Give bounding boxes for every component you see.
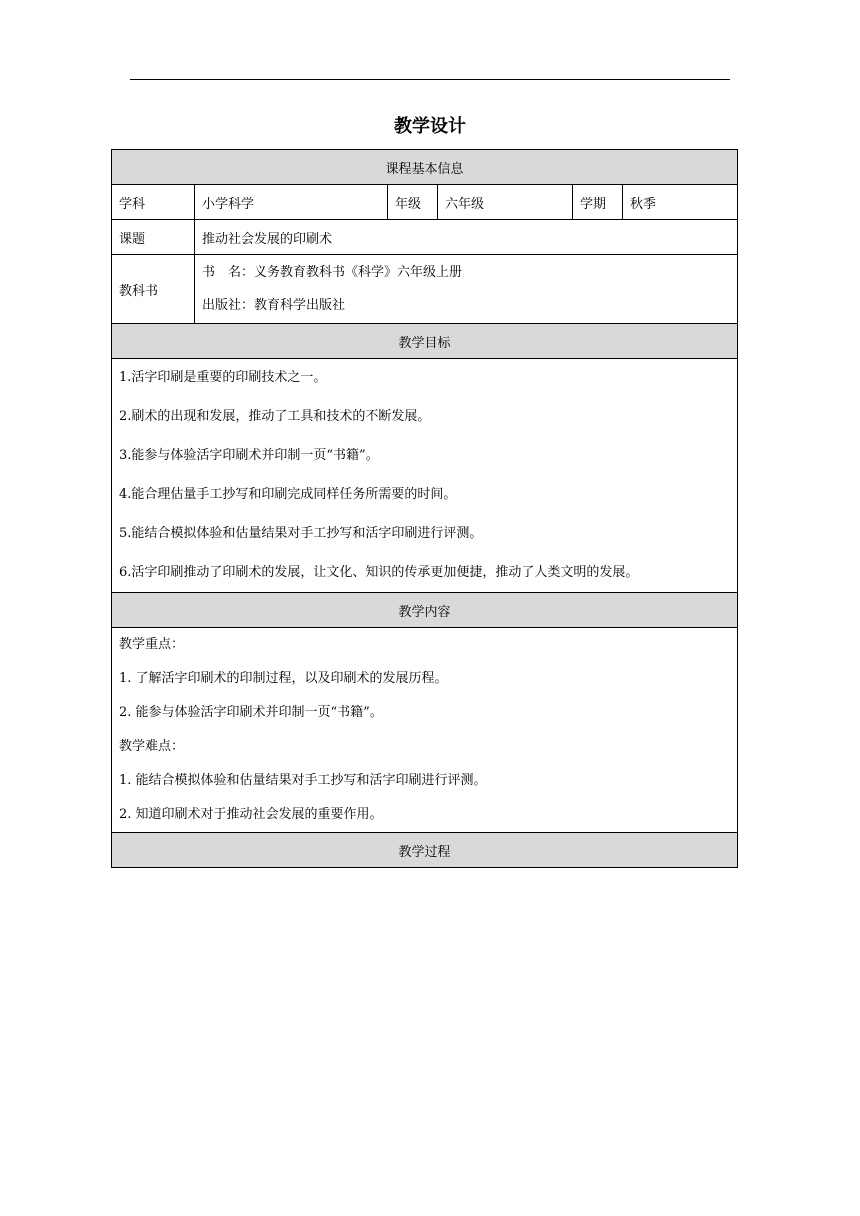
header-rule bbox=[130, 79, 730, 80]
difficulty-item: 1. 能结合模拟体验和估量结果对手工抄写和活字印刷进行评测。 bbox=[119, 773, 487, 788]
key-points-label: 教学重点： bbox=[119, 637, 185, 652]
term-label: 学期 bbox=[573, 185, 623, 220]
difficulties-label: 教学难点： bbox=[119, 739, 185, 754]
objective-item: 5.能结合模拟体验和估量结果对手工抄写和活字印刷进行评测。 bbox=[119, 526, 483, 541]
objective-item: 6.活字印刷推动了印刷术的发展，让文化、知识的传承更加便捷，推动了人类文明的发展。 bbox=[119, 565, 639, 580]
textbook-publisher-line: 出版社：教育科学出版社 bbox=[202, 297, 346, 313]
grade-value: 六年级 bbox=[438, 185, 573, 220]
lesson-plan-table bbox=[111, 149, 738, 868]
objective-item: 3.能参与体验活字印刷术并印制一页“书籍”。 bbox=[119, 448, 379, 463]
content-header: 教学内容 bbox=[112, 593, 738, 628]
objective-item: 2.刷术的出现和发展，推动了工具和技术的不断发展。 bbox=[119, 409, 431, 424]
subject-label: 学科 bbox=[112, 185, 195, 220]
textbook-info bbox=[195, 255, 738, 324]
key-point-item: 2. 能参与体验活字印刷术并印制一页“书籍”。 bbox=[119, 705, 383, 720]
content-list bbox=[112, 628, 738, 833]
textbook-title-line: 书 名：义务教育教科书《科学》六年级上册 bbox=[202, 264, 463, 280]
objective-item: 1.活字印刷是重要的印刷技术之一。 bbox=[119, 370, 327, 385]
objectives-list bbox=[112, 359, 738, 593]
document-title: 教学设计 bbox=[394, 116, 466, 137]
subject-value: 小学科学 bbox=[195, 185, 388, 220]
process-header: 教学过程 bbox=[112, 833, 738, 868]
basic-info-header: 课程基本信息 bbox=[112, 150, 738, 185]
textbook-label: 教科书 bbox=[112, 255, 195, 324]
objectives-header: 教学目标 bbox=[112, 324, 738, 359]
objective-item: 4.能合理估量手工抄写和印刷完成同样任务所需要的时间。 bbox=[119, 487, 457, 502]
key-point-item: 1. 了解活字印刷术的印制过程，以及印刷术的发展历程。 bbox=[119, 671, 448, 686]
topic-label: 课题 bbox=[112, 220, 195, 255]
term-value: 秋季 bbox=[623, 185, 738, 220]
grade-label: 年级 bbox=[388, 185, 438, 220]
topic-value: 推动社会发展的印刷术 bbox=[195, 220, 738, 255]
difficulty-item: 2. 知道印刷术对于推动社会发展的重要作用。 bbox=[119, 807, 383, 822]
